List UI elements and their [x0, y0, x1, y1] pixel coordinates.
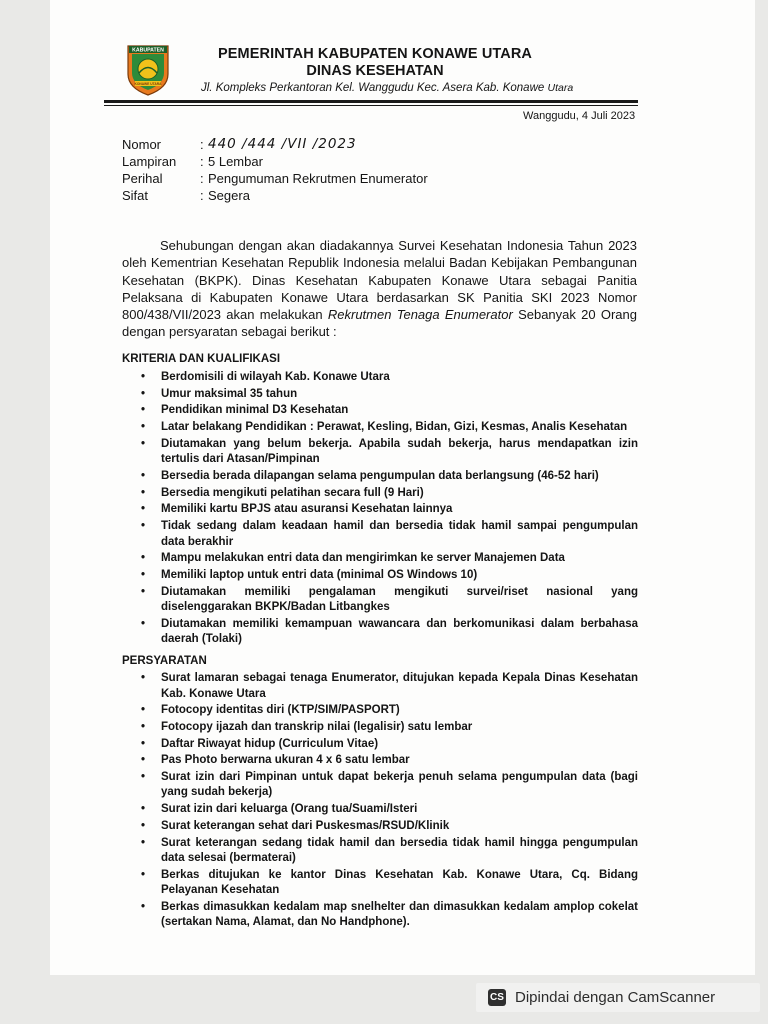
list-item	[141, 568, 638, 584]
bullet-icon: •	[141, 437, 146, 450]
list-item-text: Fotocopy ijazah dan transkrip nilai (legalisir) satu lembar	[161, 720, 473, 733]
list-item-text: Daftar Riwayat hidup (Curriculum Vitae)	[161, 737, 379, 750]
letterhead	[170, 46, 580, 94]
list-item	[141, 420, 638, 436]
list-item-text: Bersedia berada dilapangan selama pengumpulan data berlangsung (46-52 hari)	[161, 469, 599, 482]
list-item-text: Bersedia mengikuti pelatihan secara full (9 Hari)	[161, 486, 424, 499]
paragraph-part2: Sebanyak 20 Orang dengan persyaratan sebagai berikut :	[122, 307, 637, 340]
bullet-icon: •	[141, 819, 146, 832]
letterhead-agency: DINAS KESEHATAN	[306, 63, 444, 79]
list-item-text: Pas Photo berwarna ukuran 4 x 6 satu lembar	[161, 754, 410, 767]
bullet-icon: •	[141, 585, 146, 598]
letterhead-address	[170, 82, 580, 94]
bullet-icon: •	[141, 672, 146, 684]
list-item-text: Diutamakan memiliki kemampuan wawancara dan berkomunikasi dalam berbahasa daerah (Tolaki)	[161, 617, 638, 646]
bullet-icon: •	[141, 520, 146, 532]
meta-colon: :	[200, 171, 204, 186]
address-main: Jl. Kompleks Perkantoran Kel. Wanggudu Kec. Asera Kab. Konawe	[201, 82, 545, 94]
list-item-text: Mampu melakukan entri data dan mengirimkan ke server Manajemen Data	[161, 552, 565, 565]
meta-colon: :	[200, 154, 204, 169]
list-item	[141, 403, 638, 419]
list-item	[141, 437, 638, 468]
letterhead-rule-thick	[104, 100, 638, 103]
list-item-text: Surat izin dari keluarga (Orang tua/Suami/Isteri	[161, 803, 418, 816]
camscanner-badge	[476, 983, 760, 1012]
list-item	[141, 802, 638, 818]
meta-colon: :	[200, 137, 204, 152]
list-item	[141, 502, 638, 518]
list-item	[141, 617, 638, 648]
logo-ribbon-text: KONAWE UTARA	[134, 82, 162, 86]
logo-banner-text: KABUPATEN	[132, 47, 164, 54]
letter-meta	[122, 136, 428, 204]
meta-row-sifat	[122, 187, 428, 204]
list-item	[141, 819, 638, 835]
criteria-heading: KRITERIA DAN KUALIFIKASI	[122, 353, 281, 365]
bullet-icon: •	[141, 754, 146, 767]
meta-value-sifat: Segera	[208, 188, 250, 203]
list-item	[141, 519, 638, 550]
list-item-text: Surat keterangan sedang tidak hamil dan bersedia tidak hamil hingga pengumpulan data selesai (bermaterai)	[161, 836, 638, 864]
list-item-text: Umur maksimal 35 tahun	[161, 387, 298, 400]
list-item	[141, 770, 638, 801]
bullet-icon: •	[141, 868, 146, 881]
list-item	[141, 753, 638, 769]
meta-label: Sifat	[122, 188, 149, 203]
bullet-icon: •	[141, 617, 146, 630]
list-item	[141, 836, 638, 867]
list-item-text: Berkas ditujukan ke kantor Dinas Kesehatan Kab. Konawe Utara, Cq. Bidang Pelayanan Kesehatan	[161, 868, 638, 897]
list-item	[141, 703, 638, 719]
meta-label: Perihal	[122, 171, 163, 186]
list-item	[141, 486, 638, 502]
meta-row-lampiran	[122, 153, 428, 170]
list-item-text: Memiliki kartu BPJS atau asuransi Kesehatan lainnya	[161, 503, 453, 516]
list-item-text: Berkas dimasukkan kedalam map snelhelter dan dimasukkan kedalam amplop cokelat (sertakan Nama, Alamat, dan No Handphone).	[161, 900, 638, 929]
list-item-text: Berdomisili di wilayah Kab. Konawe Utara	[161, 371, 390, 383]
list-item	[141, 671, 638, 702]
bullet-icon: •	[141, 704, 146, 717]
bullet-icon: •	[141, 469, 146, 482]
list-item-text: Latar belakang Pendidikan : Perawat, Kesling, Bidan, Gizi, Kesmas, Analis Kesehatan	[161, 421, 628, 434]
address-tail: Utara	[547, 82, 574, 94]
list-item	[141, 720, 638, 736]
kabupaten-logo-icon	[124, 40, 172, 96]
bullet-icon: •	[141, 552, 146, 565]
camscanner-text: Dipindai dengan CamScanner	[515, 989, 716, 1006]
meta-row-perihal	[122, 170, 428, 187]
camscanner-icon: CS	[488, 989, 506, 1006]
opening-paragraph	[122, 237, 637, 341]
list-item	[141, 370, 638, 386]
paragraph-italic: Rekrutmen Tenaga Enumerator	[327, 307, 513, 323]
meta-colon: :	[200, 188, 204, 203]
letterhead-rule-thin	[104, 105, 638, 106]
requirements-heading: PERSYARATAN	[122, 655, 207, 667]
criteria-list	[141, 370, 638, 649]
letterhead-government: PEMERINTAH KABUPATEN KONAWE UTARA	[218, 46, 532, 62]
bullet-icon: •	[141, 421, 146, 434]
requirements-list	[141, 671, 638, 932]
list-item-text: Surat keterangan sehat dari Puskesmas/RSUD/Klinik	[161, 819, 450, 832]
bullet-icon: •	[141, 404, 146, 417]
list-item-text: Surat lamaran sebagai tenaga Enumerator, ditujukan kepada Kepala Dinas Kesehatan Kab. Konawe Utara	[161, 672, 638, 700]
meta-value-perihal: Pengumuman Rekrutmen Enumerator	[208, 171, 428, 186]
bullet-icon: •	[141, 770, 146, 783]
list-item-text: Surat izin dari Pimpinan untuk dapat bekerja penuh selama pengumpulan data (bagi yang sudah bekerja)	[161, 770, 638, 799]
list-item	[141, 868, 638, 899]
list-item-text: Diutamakan yang belum bekerja. Apabila sudah bekerja, harus mendapatkan izin tertulis dari Atasan/Pimpinan	[161, 437, 638, 466]
list-item	[141, 469, 638, 485]
meta-label: Nomor	[122, 137, 162, 152]
bullet-icon: •	[141, 720, 146, 733]
letter-date: Wanggudu, 4 Juli 2023	[523, 110, 636, 122]
list-item-text: Memiliki laptop untuk entri data (minimal OS Windows 10)	[161, 568, 478, 581]
bullet-icon: •	[141, 737, 146, 750]
meta-value-nomor: 440 /444 /VII /2023	[208, 136, 357, 152]
bullet-icon: •	[141, 836, 146, 849]
bullet-icon: •	[141, 803, 146, 816]
bullet-icon: •	[141, 387, 146, 400]
list-item-text: Diutamakan memiliki pengalaman mengikuti survei/riset nasional yang diselenggarakan BKPK/Badan Litbangkes	[161, 585, 638, 614]
list-item-text: Pendidikan minimal D3 Kesehatan	[161, 404, 349, 417]
meta-value-lampiran: 5 Lembar	[208, 154, 263, 169]
list-item-text: Tidak sedang dalam keadaan hamil dan bersedia tidak hamil sampai pengumpulan data berakhir	[161, 520, 638, 548]
bullet-icon: •	[141, 568, 146, 581]
list-item-text: Fotocopy identitas diri (KTP/SIM/PASPORT)	[161, 704, 400, 717]
list-item	[141, 551, 638, 567]
list-item	[141, 900, 638, 931]
bullet-icon: •	[141, 486, 146, 499]
paragraph-part1: Sehubungan dengan akan diadakannya Survei Kesehatan Indonesia Tahun 2023 oleh Kementrian Kesehatan Republik Indonesia melalui Badan Kebijakan Pembangunan Kesehatan (BKPK). Dinas Kesehatan Kabupaten Konawe Utara sebagai Panitia Pelaksana di Kabupaten Konawe Utara berdasarkan SK Panitia SKI 2023 Nomor 800/438/VII/2023 akan melakukan	[122, 238, 637, 323]
list-item	[141, 737, 638, 753]
bullet-icon: •	[141, 900, 146, 913]
list-item	[141, 585, 638, 616]
bullet-icon: •	[141, 503, 146, 516]
list-item	[141, 387, 638, 403]
bullet-icon: •	[141, 371, 146, 383]
meta-label: Lampiran	[122, 154, 177, 169]
meta-row-nomor	[122, 136, 428, 153]
